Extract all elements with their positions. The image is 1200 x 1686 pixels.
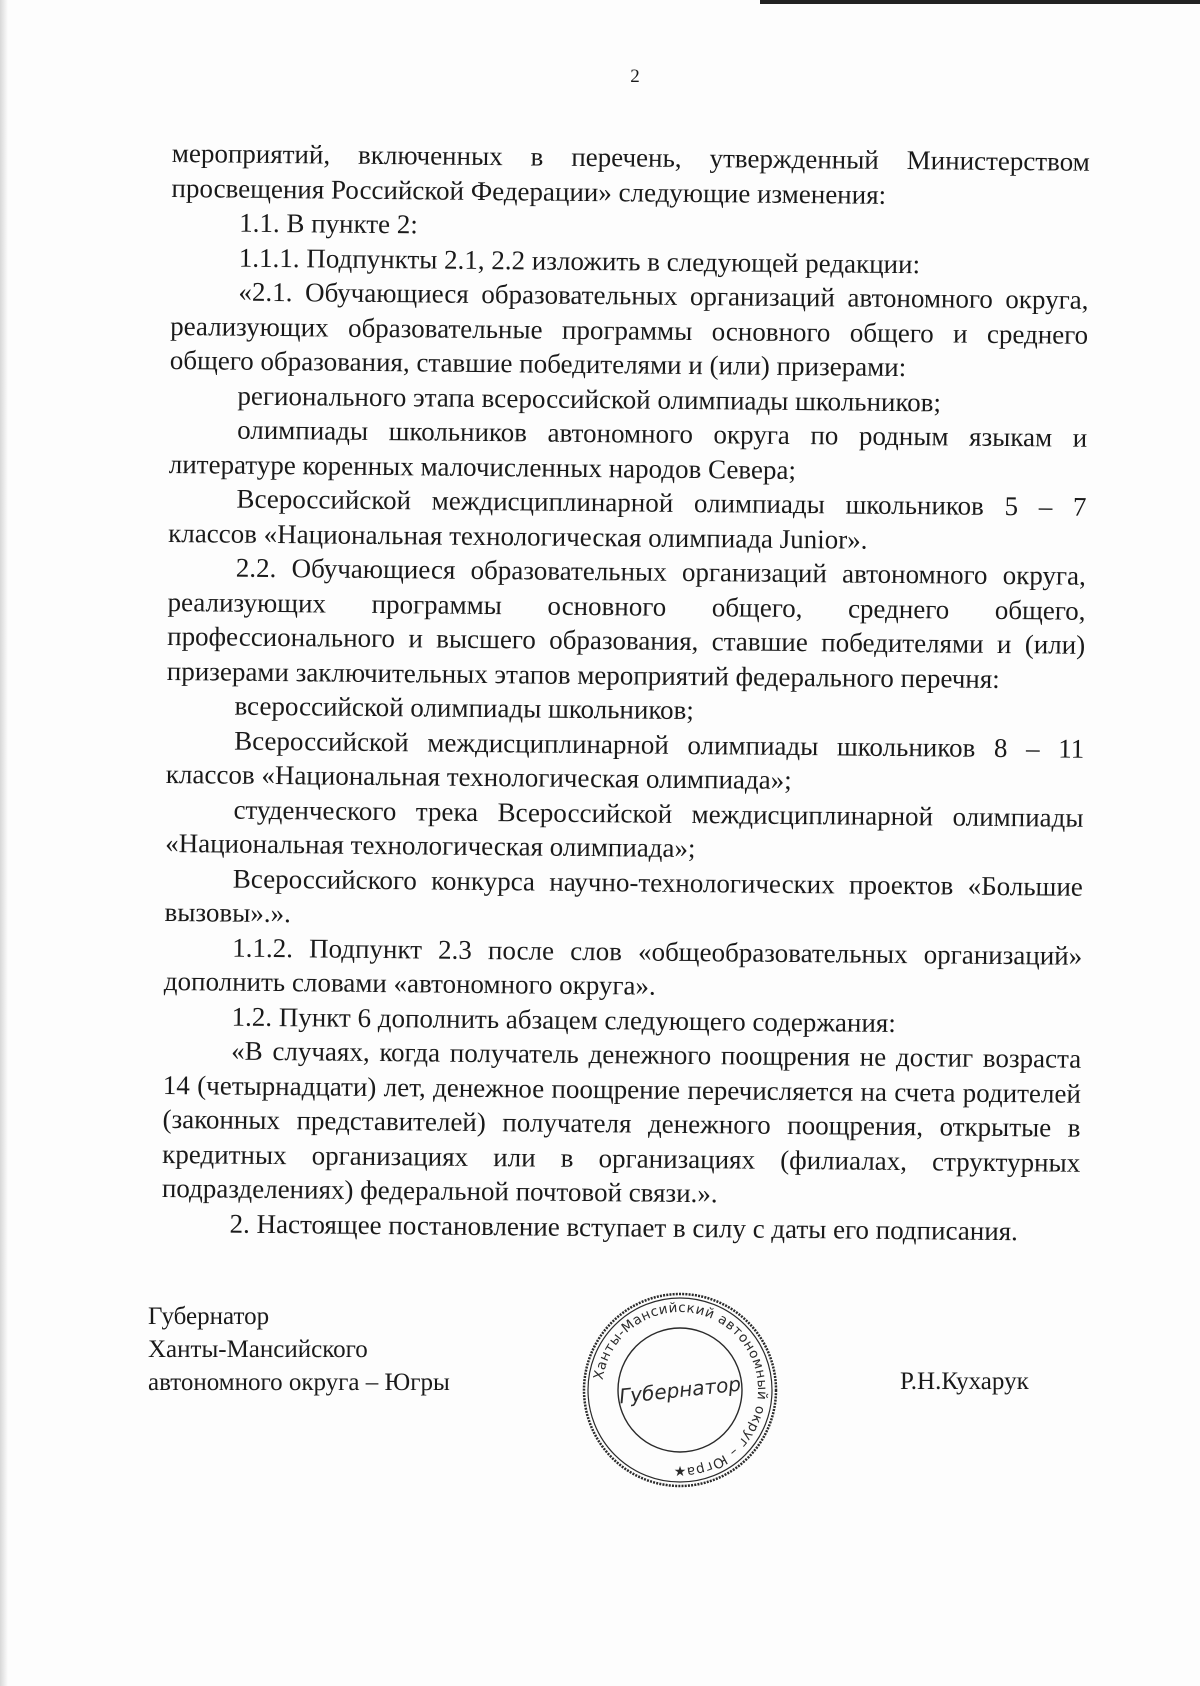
seal-center-text: Губернатор <box>617 1371 743 1409</box>
paragraph: студенческого трека Всероссийской междисциплинарной олимпиады «Национальная технологическая олимпиада»; <box>165 794 1084 864</box>
page-number: 2 <box>630 66 640 87</box>
document-body <box>161 136 1090 1249</box>
paragraph: мероприятий, включенных в перечень, утвержденный Министерством просвещения Российской Федерации» следующие изменения: <box>171 137 1090 210</box>
paragraph: Всероссийского конкурса научно-технологических проектов «Большие вызовы».». <box>164 863 1083 929</box>
scan-edge <box>0 0 8 1686</box>
signature-title-line: Губернатор <box>148 1303 270 1330</box>
signature-title-line: автономного округа – Югры <box>148 1369 450 1396</box>
paragraph: всероссийской олимпиады школьников; <box>234 690 695 726</box>
paragraph: 2. Настоящее постановление вступает в силу с даты его подписания. <box>229 1208 1019 1246</box>
paragraph: «В случаях, когда получатель денежного поощрения не достиг возраста 14 (четырнадцати) лет, денежное поощрение перечисляется на счета родителей (законных представителей) получателя денежного поощрения, открытые в кредитных организациях или в организациях (филиалах, структурных подразделениях) федеральной почтовой связи.». <box>161 1035 1082 1209</box>
paragraph: «2.1. Обучающиеся образовательных организаций автономного округа, реализующих образовательные программы основного общего и среднего общего образования, ставшие победителями и (или) призерами: <box>169 276 1089 383</box>
paragraph: Всероссийской междисциплинарной олимпиады школьников 5 – 7 классов «Национальная технологическая олимпиада Junior». <box>168 483 1087 555</box>
seal-star-icon: ★ <box>673 1464 687 1480</box>
paragraph: олимпиады школьников автономного округа по родным языкам и литературе коренных малочисленных народов Севера; <box>168 414 1088 485</box>
scan-edge-top <box>760 0 1200 4</box>
paragraph: Всероссийской междисциплинарной олимпиады школьников 8 – 11 классов «Национальная технологическая олимпиада»; <box>165 725 1085 795</box>
paragraph: 1.1. В пункте 2: <box>239 207 419 240</box>
paragraph: 1.2. Пункт 6 дополнить абзацем следующего содержания: <box>231 1001 896 1038</box>
paragraph: 1.1.2. Подпункт 2.3 после слов «общеобразовательных организаций» дополнить словами «автономного округа». <box>163 932 1083 1001</box>
signature-title-line: Ханты-Мансийского <box>148 1336 368 1363</box>
signer-name: Р.Н.Кухарук <box>900 1368 1029 1395</box>
paragraph: 2.2. Обучающиеся образовательных организаций автономного округа, реализующих программы основного общего, среднего общего, профессионального и высшего образования, ставшие победителями и (или) призерами заключительных этапов мероприятий федерального перечня: <box>166 552 1086 694</box>
paragraph: 1.1.1. Подпункты 2.1, 2.2 изложить в следующей редакции: <box>238 242 921 279</box>
paragraph: регионального этапа всероссийской олимпиады школьников; <box>237 380 942 417</box>
official-seal <box>580 1290 780 1490</box>
seal-ring-text: Ханты-Мансийский автономный округ – Югра <box>590 1299 771 1480</box>
signature-title <box>148 1300 450 1399</box>
